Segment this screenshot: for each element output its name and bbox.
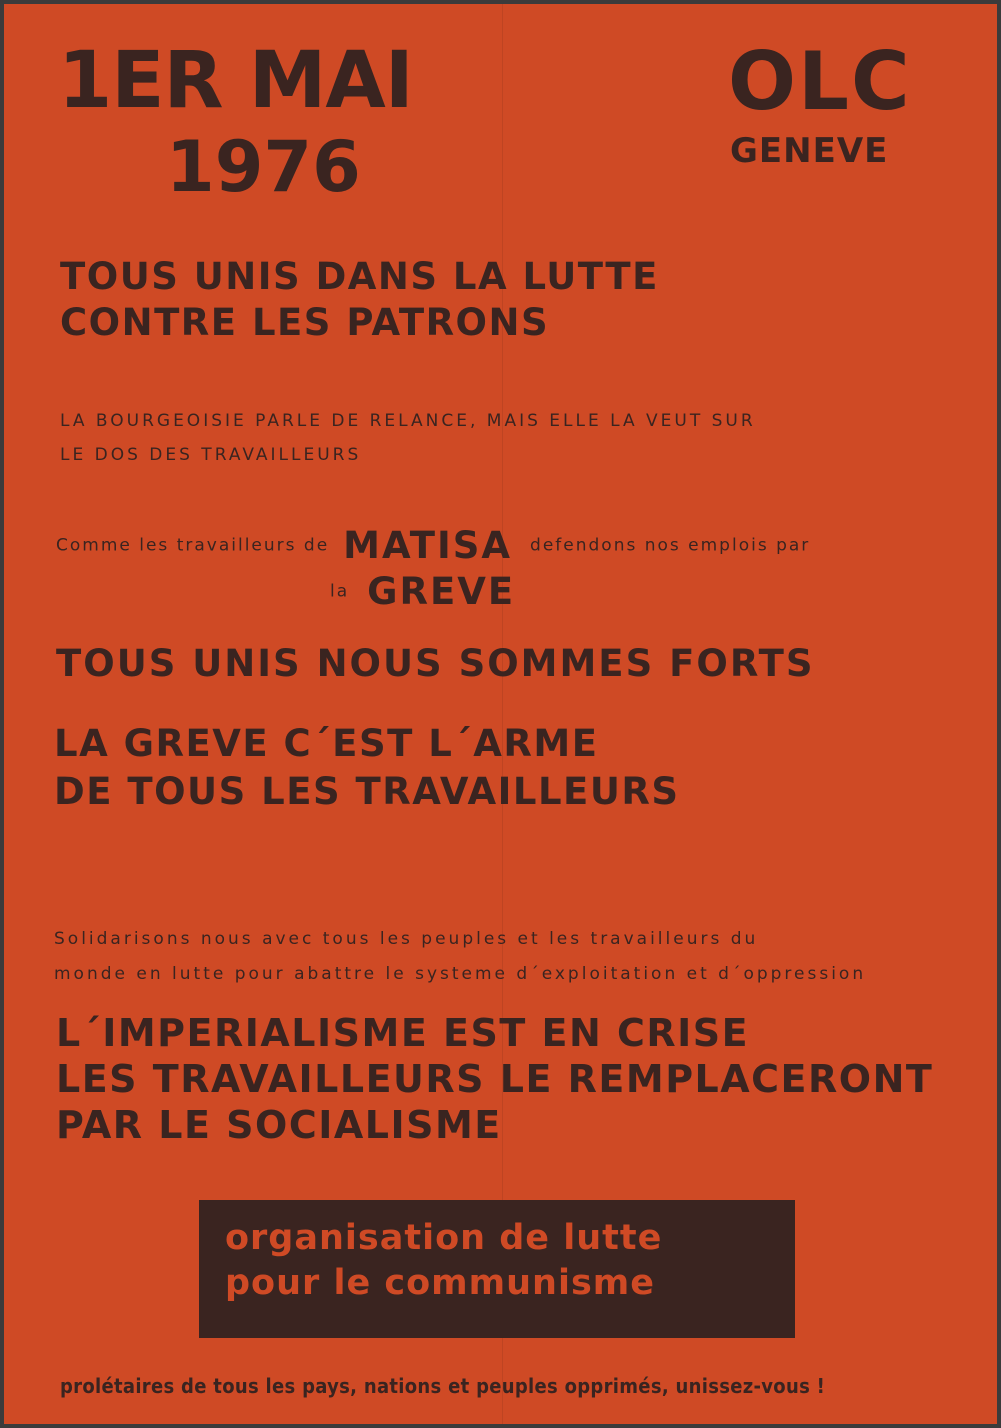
slogan-line: L´IMPERIALISME EST EN CRISE <box>56 1011 750 1055</box>
greve-line <box>330 570 515 613</box>
greve-word: GREVE <box>367 570 516 613</box>
slogan-line: DE TOUS LES TRAVAILLEURS <box>54 770 680 813</box>
slogan-imperialisme <box>56 1010 933 1148</box>
slogan-line: LES TRAVAILLEURS LE REMPLACERONT <box>56 1057 934 1101</box>
slogan-unis-lutte <box>60 254 659 346</box>
slogan-arme <box>54 720 680 816</box>
slogan-line: LA GREVE C´EST L´ARME <box>54 722 599 765</box>
matisa-line <box>56 524 810 567</box>
slogan-line: TOUS UNIS DANS LA LUTTE <box>60 255 659 298</box>
org-acronym: OLC <box>728 35 912 128</box>
text-line: LE DOS DES TRAVAILLEURS <box>60 445 362 465</box>
poster <box>4 4 997 1424</box>
text-line: LA BOURGEOISIE PARLE DE RELANCE, MAIS ELLE LA VEUT SUR <box>60 411 756 431</box>
org-box-line: organisation de lutte <box>225 1218 663 1258</box>
matisa-pre: Comme les travailleurs de <box>56 535 330 556</box>
greve-pre: la <box>330 581 350 602</box>
city-name: GENEVE <box>730 131 889 171</box>
matisa-post: defendons nos emplois par <box>530 535 811 556</box>
bourgeoisie-text <box>60 404 756 472</box>
text-line: Solidarisons nous avec tous les peuples et les travailleurs du <box>54 929 759 949</box>
date-line-2: 1976 <box>166 126 361 208</box>
footer-slogan: prolétaires de tous les pays, nations et peuples opprimés, unissez-vous ! <box>60 1374 826 1398</box>
slogan-forts: TOUS UNIS NOUS SOMMES FORTS <box>56 642 815 685</box>
slogan-line: PAR LE SOCIALISME <box>56 1103 502 1147</box>
organisation-box <box>199 1200 795 1338</box>
org-box-line: pour le communisme <box>225 1263 655 1303</box>
text-line: monde en lutte pour abattre le systeme d´exploitation et d´oppression <box>54 964 867 984</box>
date-line-1: 1ER MAI <box>58 36 413 126</box>
matisa-word: MATISA <box>343 524 513 567</box>
solidarisons-text <box>54 922 866 992</box>
slogan-line: CONTRE LES PATRONS <box>60 301 550 344</box>
